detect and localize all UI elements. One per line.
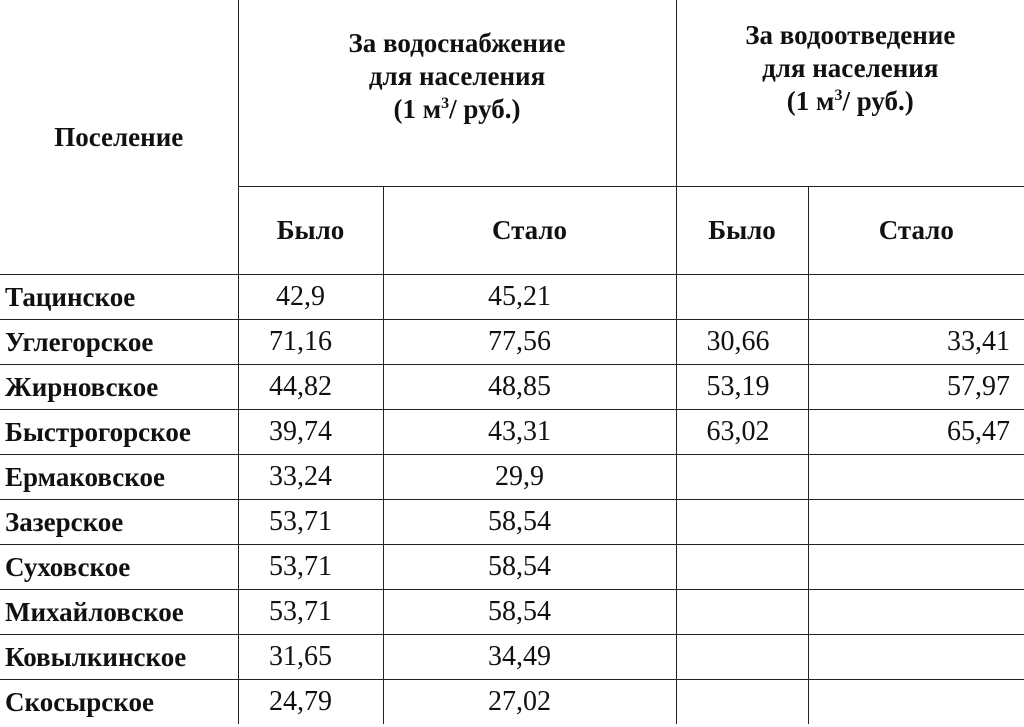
ws-was-cell: 24,79 (238, 680, 383, 725)
table-row (0, 320, 1024, 365)
ws-became-cell: 77,56 (383, 320, 676, 365)
ws-became-cell: 45,21 (383, 275, 676, 320)
ws-became-cell: 58,54 (383, 545, 676, 590)
settlement-header: Поселение (0, 0, 238, 275)
dr-was-cell (676, 680, 808, 725)
settlement-name: Углегорское (0, 320, 238, 365)
ws-was-cell: 53,71 (238, 545, 383, 590)
water-supply-header-line2: для населения (368, 60, 546, 91)
settlement-name: Ермаковское (0, 455, 238, 500)
settlement-name: Михайловское (0, 590, 238, 635)
table-row (0, 680, 1024, 725)
dr-was-cell (676, 275, 808, 320)
table-row (0, 365, 1024, 410)
dr-became-cell (808, 275, 1024, 320)
dr-was-cell (676, 545, 808, 590)
settlement-name: Жирновское (0, 365, 238, 410)
ws-became-cell: 48,85 (383, 365, 676, 410)
dr-became-cell (808, 635, 1024, 680)
settlement-name: Ковылкинское (0, 635, 238, 680)
dr-was-cell (676, 455, 808, 500)
ws-became-cell: 43,31 (383, 410, 676, 455)
settlement-name: Быстрогорское (0, 410, 238, 455)
water-supply-header-line1: За водоснабжение (348, 27, 566, 58)
ws-was-cell: 71,16 (238, 320, 383, 365)
table-body (0, 275, 1024, 725)
settlement-name: Тацинское (0, 275, 238, 320)
settlement-name: Скосырское (0, 680, 238, 725)
ws-was-cell: 33,24 (238, 455, 383, 500)
ws-was-cell: 39,74 (238, 410, 383, 455)
drainage-header (676, 0, 1024, 187)
dr-became-cell: 33,41 (808, 320, 1024, 365)
drainage-header-line1: За водоотведение (745, 19, 956, 50)
dr-became-cell (808, 680, 1024, 725)
ws-was-header: Было (238, 187, 383, 275)
ws-became-cell: 34,49 (383, 635, 676, 680)
dr-became-cell (808, 545, 1024, 590)
ws-became-cell: 27,02 (383, 680, 676, 725)
dr-became-header: Стало (808, 187, 1024, 275)
ws-was-cell: 44,82 (238, 365, 383, 410)
table-row (0, 635, 1024, 680)
ws-became-cell: 58,54 (383, 500, 676, 545)
table-row (0, 410, 1024, 455)
table-row (0, 500, 1024, 545)
ws-was-cell: 53,71 (238, 500, 383, 545)
ws-was-cell: 53,71 (238, 590, 383, 635)
dr-became-cell (808, 500, 1024, 545)
dr-was-cell (676, 635, 808, 680)
settlement-name: Зазерское (0, 500, 238, 545)
dr-was-cell: 30,66 (676, 320, 808, 365)
ws-was-cell: 31,65 (238, 635, 383, 680)
ws-became-cell: 29,9 (383, 455, 676, 500)
dr-was-cell (676, 500, 808, 545)
table-row (0, 545, 1024, 590)
dr-became-cell (808, 455, 1024, 500)
table-row (0, 590, 1024, 635)
dr-became-cell: 65,47 (808, 410, 1024, 455)
drainage-header-line2: для населения (762, 52, 939, 83)
dr-was-cell (676, 590, 808, 635)
dr-became-cell (808, 590, 1024, 635)
ws-was-cell: 42,9 (238, 275, 383, 320)
settlement-name: Суховское (0, 545, 238, 590)
water-supply-header (238, 0, 676, 187)
dr-was-cell: 63,02 (676, 410, 808, 455)
dr-was-cell: 53,19 (676, 365, 808, 410)
ws-became-cell: 58,54 (383, 590, 676, 635)
table-row (0, 275, 1024, 320)
dr-was-header: Было (676, 187, 808, 275)
drainage-header-unit: (1 $м^3/$ руб.) (786, 85, 914, 116)
dr-became-cell: 57,97 (808, 365, 1024, 410)
table-row (0, 455, 1024, 500)
ws-became-header: Стало (383, 187, 676, 275)
water-supply-header-unit: (1 $м^3/$ руб.) (393, 93, 521, 124)
